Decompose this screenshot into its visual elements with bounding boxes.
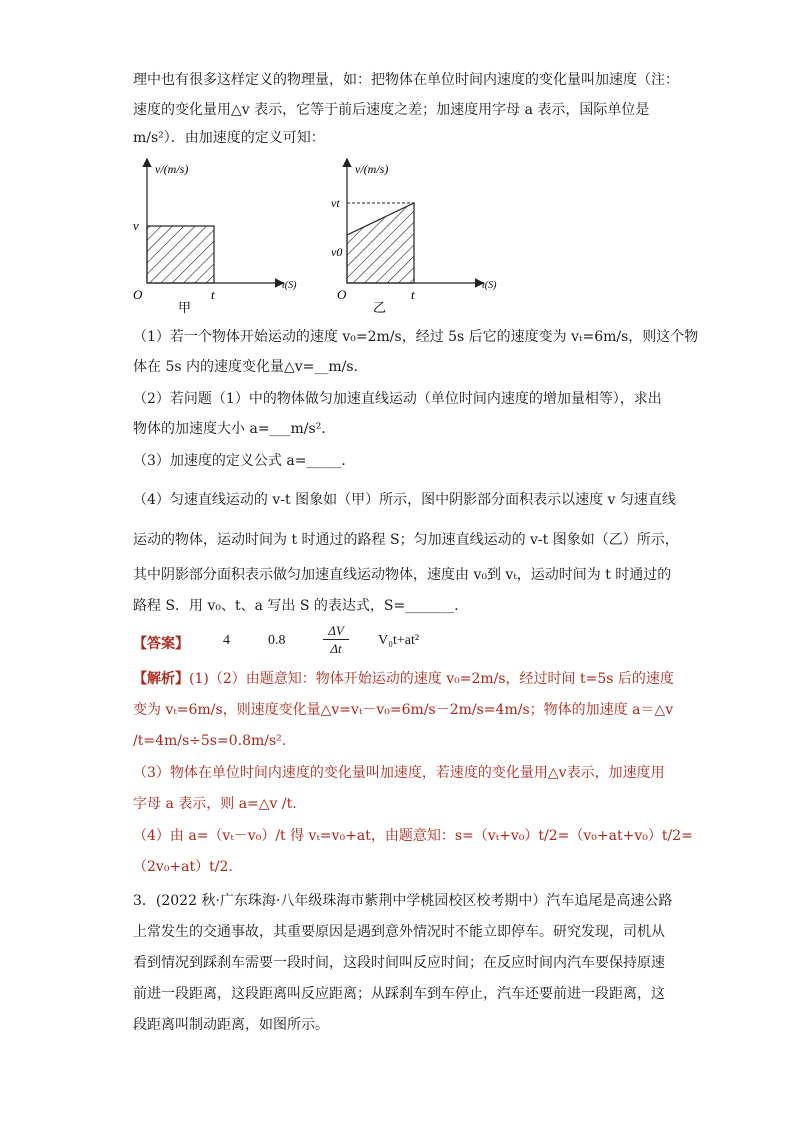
- problem3-line-5: 段距离叫制动距离，如图所示。: [133, 1017, 329, 1033]
- answer-row: [133, 623, 593, 663]
- q4-line-2: 运动的物体，运动时间为 t 时通过的路程 S；匀加速直线运动的 v-t 图象如（乙）所示，: [133, 532, 679, 548]
- q4-line-3: 其中阴影部分面积表示做匀加速直线运动物体，速度由 v₀到 vₜ，运动时间为 t 时通过的: [133, 567, 672, 583]
- analysis-line-2: 变为 vₜ=6m/s，则速度变化量△v=vₜ－v₀=6m/s－2m/s=4m/s；物体的加速度 a＝△v: [133, 702, 674, 718]
- answer-3-numerator: ΔV: [323, 623, 349, 640]
- analysis-line-4: （3）物体在单位时间内速度的变化量叫加速度，若速度的变化量用△v表示，加速度用: [133, 765, 665, 781]
- yi-vt-label: vt: [331, 196, 340, 210]
- jia-x-label: t(S): [282, 280, 297, 291]
- jia-y-label: v/(m/s): [155, 162, 189, 176]
- intro-line-2: 速度的变化量用△v 表示，它等于前后速度之差；加速度用字母 a 表示，国际单位是: [133, 102, 650, 118]
- vt-graphs-svg: [130, 155, 510, 325]
- answer-tag: 【答案】: [133, 636, 189, 652]
- jia-shaded-area: [147, 226, 214, 283]
- analysis-tag: 【解析】: [133, 671, 189, 687]
- answer-3-fraction: [323, 623, 349, 658]
- vt-figures: [130, 155, 510, 325]
- analysis-line-6: （4）由 a=（vₜ－v₀）/t 得 vₜ=v₀+at，由题意知：s=（vₜ+v₀）t/2=（v₀+at+v₀）t/2=: [133, 828, 693, 844]
- intro-line-1: 理中也有很多这样定义的物理量，如：把物体在单位时间内速度的变化量叫加速度（注：: [133, 72, 679, 88]
- analysis-line-5: 字母 a 表示，则 a=△v /t.: [133, 796, 297, 812]
- analysis-line-7: （2v₀+at）t/2.: [133, 859, 233, 875]
- jia-t-label: t: [211, 287, 215, 302]
- q1-line-1: （1）若一个物体开始运动的速度 v₀=2m/s，经过 5s 后它的速度变为 vₜ=6m/s，则这个物: [133, 329, 699, 345]
- analysis-text-1: (1)（2）由题意知：物体开始运动的速度 v₀=2m/s，经过时间 t=5s 后的速度: [189, 671, 674, 687]
- jia-caption: 甲: [178, 300, 192, 315]
- yi-y-label: v/(m/s): [355, 162, 389, 176]
- q4-line-1: （4）匀速直线运动的 v-t 图象如（甲）所示，图中阴影部分面积表示以速度 v 匀速直线: [133, 492, 676, 508]
- problem3-line-2: 上常发生的交通事故，其重要原因是遇到意外情况时不能立即停车。研究发现，司机从: [133, 924, 665, 940]
- analysis-line-1: [133, 669, 674, 689]
- jia-v-label: v: [133, 218, 139, 233]
- q4-line-4: 路程 S．用 v₀、t、a 写出 S 的表达式，S=_______．: [133, 598, 469, 614]
- yi-t-label: t: [411, 287, 415, 302]
- yi-origin: O: [337, 287, 347, 302]
- intro-line-3: m/s²）．由加速度的定义可知：: [133, 130, 325, 146]
- yi-shaded-area: [347, 203, 414, 283]
- problem3-line-1: 3．(2022 秋·广东珠海·八年级珠海市紫荆中学桃园校区校考期中）汽车追尾是高速公路: [133, 893, 673, 909]
- answer-3-denominator: Δt: [330, 641, 342, 656]
- q1-line-2: 体在 5s 内的速度变化量△v=__m/s．: [133, 359, 368, 375]
- q2-line-2: 物体的加速度大小 a=___m/s²．: [133, 421, 336, 437]
- graph-jia: [133, 160, 297, 315]
- analysis-line-3: /t=4m/s÷5s=0.8m/s².: [133, 733, 287, 749]
- yi-caption: 乙: [373, 300, 387, 315]
- answer-1: 4: [223, 633, 230, 648]
- jia-origin: O: [133, 287, 143, 302]
- yi-x-label: t(S): [482, 280, 497, 291]
- problem3-line-4: 前进一段距离，这段距离叫反应距离；从踩刹车到车停止，汽车还要前进一段距离，这: [133, 986, 665, 1002]
- answer-4: V₀t+at²: [378, 633, 420, 648]
- answer-2: 0.8: [268, 633, 286, 648]
- q3-line: （3）加速度的定义公式 a=_____．: [133, 453, 356, 469]
- yi-v0-label: v0: [331, 245, 343, 259]
- q2-line-1: （2）若问题（1）中的物体做匀加速直线运动（单位时间内速度的增加量相等），求出: [133, 391, 662, 407]
- graph-yi: [331, 160, 497, 315]
- problem3-line-3: 看到情况到踩刹车需要一段时间，这段时间叫反应时间；在反应时间内汽车要保持原速: [133, 955, 665, 971]
